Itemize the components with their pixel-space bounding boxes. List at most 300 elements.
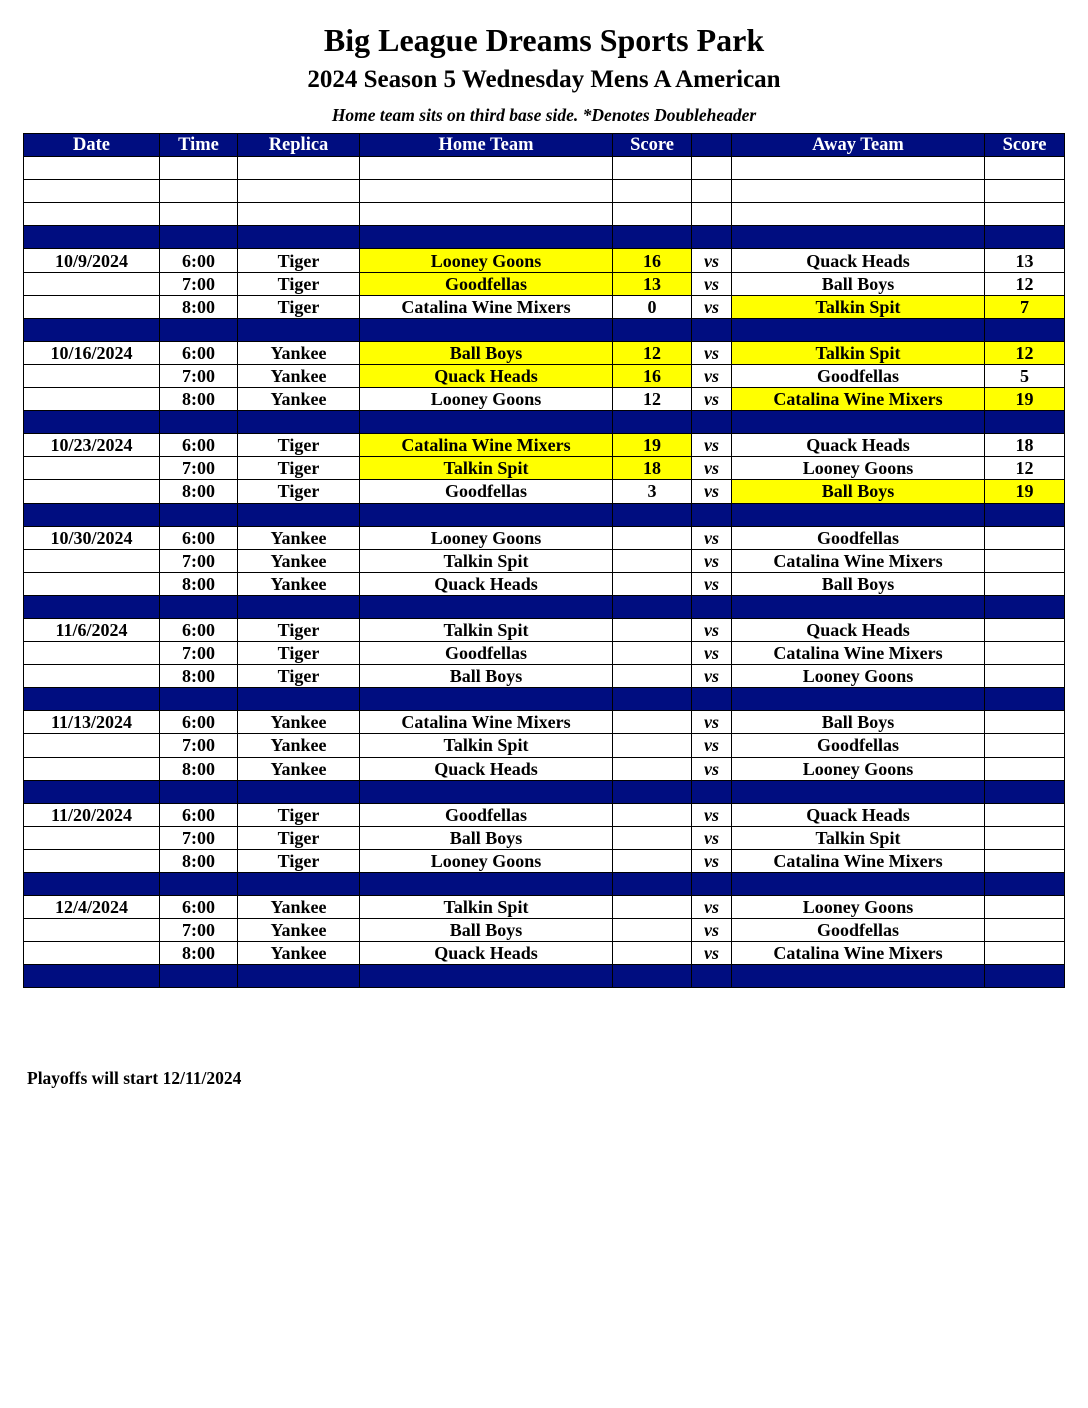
time-cell: 8:00 xyxy=(160,295,238,318)
home-team-cell: Quack Heads xyxy=(360,572,613,595)
game-row xyxy=(24,341,1065,364)
replica-cell: Tiger xyxy=(238,295,360,318)
home-score-cell xyxy=(613,549,692,572)
game-row xyxy=(24,572,1065,595)
header-row xyxy=(24,134,1065,157)
empty-cell xyxy=(985,318,1065,341)
date-cell: 11/13/2024 xyxy=(24,711,160,734)
home-team-cell: Talkin Spit xyxy=(360,896,613,919)
date-cell xyxy=(24,826,160,849)
time-cell: 6:00 xyxy=(160,526,238,549)
away-team-cell: Ball Boys xyxy=(732,480,985,503)
game-row xyxy=(24,434,1065,457)
home-score-cell: 0 xyxy=(613,295,692,318)
empty-cell xyxy=(613,595,692,618)
vs-cell: vs xyxy=(692,526,732,549)
home-team-note: Home team sits on third base side. *Denotes Doubleheader xyxy=(331,105,757,125)
away-team-cell: Looney Goons xyxy=(732,896,985,919)
game-row xyxy=(24,711,1065,734)
game-row xyxy=(24,942,1065,965)
empty-cell xyxy=(24,780,160,803)
away-team-cell: Ball Boys xyxy=(732,711,985,734)
replica-cell: Yankee xyxy=(238,734,360,757)
vs-cell: vs xyxy=(692,849,732,872)
empty-cell xyxy=(360,780,613,803)
empty-cell xyxy=(613,226,692,249)
replica-cell: Tiger xyxy=(238,457,360,480)
date-cell xyxy=(24,919,160,942)
replica-cell: Yankee xyxy=(238,896,360,919)
vs-cell: vs xyxy=(692,572,732,595)
home-score-cell xyxy=(613,572,692,595)
away-score-cell xyxy=(985,803,1065,826)
away-score-cell xyxy=(985,757,1065,780)
replica-cell: Yankee xyxy=(238,942,360,965)
empty-cell xyxy=(985,503,1065,526)
away-team-cell: Quack Heads xyxy=(732,803,985,826)
empty-cell xyxy=(160,873,238,896)
empty-cell xyxy=(732,688,985,711)
week-separator xyxy=(24,688,1065,711)
home-team-cell: Looney Goons xyxy=(360,388,613,411)
empty-cell xyxy=(692,226,732,249)
empty-cell xyxy=(732,595,985,618)
game-row xyxy=(24,826,1065,849)
empty-cell xyxy=(985,780,1065,803)
empty-cell xyxy=(24,318,160,341)
date-cell xyxy=(24,642,160,665)
vs-cell: vs xyxy=(692,642,732,665)
game-row xyxy=(24,849,1065,872)
empty-cell xyxy=(613,873,692,896)
vs-cell: vs xyxy=(692,434,732,457)
home-score-cell: 16 xyxy=(613,249,692,272)
game-row xyxy=(24,919,1065,942)
week-separator xyxy=(24,411,1065,434)
away-score-cell xyxy=(985,642,1065,665)
home-score-cell xyxy=(613,942,692,965)
empty-cell xyxy=(732,203,985,226)
vs-cell: vs xyxy=(692,734,732,757)
date-cell xyxy=(24,364,160,387)
time-cell: 7:00 xyxy=(160,364,238,387)
week-separator xyxy=(24,873,1065,896)
col-header-date: Date xyxy=(24,134,160,157)
empty-cell xyxy=(238,318,360,341)
away-team-cell: Looney Goons xyxy=(732,457,985,480)
date-cell xyxy=(24,665,160,688)
away-team-cell: Catalina Wine Mixers xyxy=(732,549,985,572)
date-cell xyxy=(24,295,160,318)
away-score-cell xyxy=(985,572,1065,595)
away-team-cell: Quack Heads xyxy=(732,434,985,457)
empty-cell xyxy=(160,503,238,526)
away-score-cell xyxy=(985,942,1065,965)
empty-cell xyxy=(732,503,985,526)
time-cell: 8:00 xyxy=(160,665,238,688)
vs-cell: vs xyxy=(692,388,732,411)
home-score-cell xyxy=(613,642,692,665)
replica-cell: Yankee xyxy=(238,572,360,595)
home-team-cell: Looney Goons xyxy=(360,249,613,272)
playoffs-note: Playoffs will start 12/11/2024 xyxy=(27,1068,242,1088)
empty-cell xyxy=(985,965,1065,988)
empty-cell xyxy=(732,226,985,249)
col-header-replica: Replica xyxy=(238,134,360,157)
empty-cell xyxy=(360,688,613,711)
date-cell xyxy=(24,734,160,757)
empty-cell xyxy=(732,411,985,434)
replica-cell: Tiger xyxy=(238,249,360,272)
away-score-cell xyxy=(985,826,1065,849)
empty-cell xyxy=(360,873,613,896)
empty-cell xyxy=(732,965,985,988)
game-row xyxy=(24,388,1065,411)
away-score-cell: 19 xyxy=(985,388,1065,411)
time-cell: 7:00 xyxy=(160,457,238,480)
time-cell: 7:00 xyxy=(160,734,238,757)
home-score-cell: 12 xyxy=(613,341,692,364)
replica-cell: Tiger xyxy=(238,803,360,826)
empty-cell xyxy=(692,688,732,711)
game-row xyxy=(24,757,1065,780)
empty-cell xyxy=(238,780,360,803)
time-cell: 6:00 xyxy=(160,434,238,457)
away-score-cell: 19 xyxy=(985,480,1065,503)
empty-cell xyxy=(985,180,1065,203)
home-score-cell xyxy=(613,665,692,688)
vs-cell: vs xyxy=(692,665,732,688)
empty-cell xyxy=(160,180,238,203)
empty-cell xyxy=(692,203,732,226)
replica-cell: Tiger xyxy=(238,826,360,849)
empty-cell xyxy=(238,965,360,988)
date-cell: 10/30/2024 xyxy=(24,526,160,549)
game-row xyxy=(24,642,1065,665)
empty-cell xyxy=(238,157,360,180)
game-row xyxy=(24,734,1065,757)
empty-cell xyxy=(360,318,613,341)
vs-cell: vs xyxy=(692,896,732,919)
away-team-cell: Looney Goons xyxy=(732,665,985,688)
game-row xyxy=(24,526,1065,549)
page-title: Big League Dreams Sports Park xyxy=(323,22,765,58)
empty-cell xyxy=(24,965,160,988)
empty-cell xyxy=(613,411,692,434)
empty-cell xyxy=(160,318,238,341)
empty-cell xyxy=(238,595,360,618)
away-score-cell: 13 xyxy=(985,249,1065,272)
vs-cell: vs xyxy=(692,618,732,641)
home-score-cell xyxy=(613,896,692,919)
home-team-cell: Looney Goons xyxy=(360,526,613,549)
schedule-table xyxy=(23,133,1065,988)
home-score-cell xyxy=(613,618,692,641)
away-score-cell xyxy=(985,526,1065,549)
away-team-cell: Catalina Wine Mixers xyxy=(732,942,985,965)
date-cell xyxy=(24,849,160,872)
time-cell: 7:00 xyxy=(160,272,238,295)
game-row xyxy=(24,364,1065,387)
empty-cell xyxy=(24,595,160,618)
home-score-cell xyxy=(613,757,692,780)
empty-cell xyxy=(360,595,613,618)
vs-cell: vs xyxy=(692,549,732,572)
empty-cell xyxy=(24,873,160,896)
home-score-cell xyxy=(613,526,692,549)
empty-cell xyxy=(692,873,732,896)
replica-cell: Tiger xyxy=(238,272,360,295)
date-cell xyxy=(24,757,160,780)
game-row xyxy=(24,896,1065,919)
home-team-cell: Goodfellas xyxy=(360,272,613,295)
replica-cell: Yankee xyxy=(238,388,360,411)
replica-cell: Yankee xyxy=(238,919,360,942)
week-separator xyxy=(24,780,1065,803)
replica-cell: Tiger xyxy=(238,849,360,872)
home-team-cell: Goodfellas xyxy=(360,803,613,826)
away-score-cell xyxy=(985,849,1065,872)
vs-cell: vs xyxy=(692,364,732,387)
empty-cell xyxy=(24,180,160,203)
empty-cell xyxy=(985,688,1065,711)
blank-row xyxy=(24,203,1065,226)
home-team-cell: Goodfellas xyxy=(360,480,613,503)
empty-cell xyxy=(360,157,613,180)
replica-cell: Yankee xyxy=(238,757,360,780)
empty-cell xyxy=(692,965,732,988)
empty-cell xyxy=(692,180,732,203)
home-team-cell: Talkin Spit xyxy=(360,457,613,480)
game-row xyxy=(24,457,1065,480)
empty-cell xyxy=(613,688,692,711)
vs-cell: vs xyxy=(692,457,732,480)
date-cell xyxy=(24,457,160,480)
away-score-cell: 5 xyxy=(985,364,1065,387)
home-team-cell: Ball Boys xyxy=(360,341,613,364)
replica-cell: Yankee xyxy=(238,549,360,572)
empty-cell xyxy=(692,157,732,180)
empty-cell xyxy=(732,318,985,341)
time-cell: 6:00 xyxy=(160,896,238,919)
empty-cell xyxy=(732,180,985,203)
replica-cell: Tiger xyxy=(238,480,360,503)
game-row xyxy=(24,295,1065,318)
replica-cell: Yankee xyxy=(238,364,360,387)
col-header-home-score: Score xyxy=(613,134,692,157)
home-score-cell xyxy=(613,734,692,757)
vs-cell: vs xyxy=(692,249,732,272)
replica-cell: Yankee xyxy=(238,341,360,364)
home-team-cell: Catalina Wine Mixers xyxy=(360,711,613,734)
game-row xyxy=(24,480,1065,503)
game-row xyxy=(24,549,1065,572)
empty-cell xyxy=(985,226,1065,249)
empty-cell xyxy=(160,411,238,434)
empty-cell xyxy=(692,503,732,526)
time-cell: 8:00 xyxy=(160,572,238,595)
replica-cell: Tiger xyxy=(238,665,360,688)
date-cell: 10/23/2024 xyxy=(24,434,160,457)
col-header-away-team: Away Team xyxy=(732,134,985,157)
away-score-cell: 18 xyxy=(985,434,1065,457)
away-score-cell xyxy=(985,919,1065,942)
away-team-cell: Quack Heads xyxy=(732,249,985,272)
away-team-cell: Ball Boys xyxy=(732,272,985,295)
empty-cell xyxy=(238,180,360,203)
home-score-cell xyxy=(613,919,692,942)
vs-cell: vs xyxy=(692,919,732,942)
home-score-cell: 12 xyxy=(613,388,692,411)
empty-cell xyxy=(24,688,160,711)
replica-cell: Yankee xyxy=(238,526,360,549)
game-row xyxy=(24,618,1065,641)
away-score-cell xyxy=(985,665,1065,688)
home-team-cell: Ball Boys xyxy=(360,919,613,942)
replica-cell: Tiger xyxy=(238,434,360,457)
home-score-cell: 19 xyxy=(613,434,692,457)
home-team-cell: Talkin Spit xyxy=(360,549,613,572)
empty-cell xyxy=(238,411,360,434)
away-team-cell: Looney Goons xyxy=(732,757,985,780)
away-team-cell: Talkin Spit xyxy=(732,341,985,364)
away-team-cell: Goodfellas xyxy=(732,919,985,942)
away-team-cell: Catalina Wine Mixers xyxy=(732,849,985,872)
empty-cell xyxy=(160,780,238,803)
empty-cell xyxy=(160,965,238,988)
col-header-time: Time xyxy=(160,134,238,157)
empty-cell xyxy=(613,780,692,803)
away-score-cell: 12 xyxy=(985,341,1065,364)
empty-cell xyxy=(360,965,613,988)
replica-cell: Tiger xyxy=(238,618,360,641)
empty-cell xyxy=(360,203,613,226)
vs-cell: vs xyxy=(692,295,732,318)
vs-cell: vs xyxy=(692,942,732,965)
away-team-cell: Goodfellas xyxy=(732,364,985,387)
away-team-cell: Quack Heads xyxy=(732,618,985,641)
empty-cell xyxy=(613,965,692,988)
away-team-cell: Catalina Wine Mixers xyxy=(732,642,985,665)
home-team-cell: Ball Boys xyxy=(360,826,613,849)
date-cell xyxy=(24,572,160,595)
empty-cell xyxy=(360,503,613,526)
date-cell: 10/16/2024 xyxy=(24,341,160,364)
home-team-cell: Looney Goons xyxy=(360,849,613,872)
date-cell: 10/9/2024 xyxy=(24,249,160,272)
home-team-cell: Quack Heads xyxy=(360,942,613,965)
empty-cell xyxy=(613,157,692,180)
vs-cell: vs xyxy=(692,711,732,734)
col-header-away-score: Score xyxy=(985,134,1065,157)
time-cell: 6:00 xyxy=(160,803,238,826)
empty-cell xyxy=(732,157,985,180)
empty-cell xyxy=(238,503,360,526)
time-cell: 8:00 xyxy=(160,757,238,780)
empty-cell xyxy=(985,157,1065,180)
away-score-cell: 12 xyxy=(985,457,1065,480)
date-cell xyxy=(24,942,160,965)
game-row xyxy=(24,272,1065,295)
date-cell xyxy=(24,480,160,503)
week-separator xyxy=(24,503,1065,526)
away-score-cell xyxy=(985,896,1065,919)
col-header-vs xyxy=(692,134,732,157)
home-score-cell: 16 xyxy=(613,364,692,387)
empty-cell xyxy=(692,780,732,803)
away-team-cell: Goodfellas xyxy=(732,526,985,549)
time-cell: 8:00 xyxy=(160,849,238,872)
away-score-cell xyxy=(985,711,1065,734)
week-separator xyxy=(24,595,1065,618)
home-score-cell: 3 xyxy=(613,480,692,503)
game-row xyxy=(24,249,1065,272)
time-cell: 8:00 xyxy=(160,480,238,503)
empty-cell xyxy=(613,203,692,226)
empty-cell xyxy=(985,203,1065,226)
date-cell: 11/6/2024 xyxy=(24,618,160,641)
blank-row xyxy=(24,180,1065,203)
empty-cell xyxy=(732,873,985,896)
home-score-cell xyxy=(613,849,692,872)
empty-cell xyxy=(238,226,360,249)
time-cell: 6:00 xyxy=(160,711,238,734)
vs-cell: vs xyxy=(692,341,732,364)
empty-cell xyxy=(160,157,238,180)
away-score-cell: 12 xyxy=(985,272,1065,295)
time-cell: 6:00 xyxy=(160,341,238,364)
empty-cell xyxy=(732,780,985,803)
empty-cell xyxy=(24,226,160,249)
empty-cell xyxy=(613,180,692,203)
date-cell: 12/4/2024 xyxy=(24,896,160,919)
empty-cell xyxy=(160,595,238,618)
away-score-cell: 7 xyxy=(985,295,1065,318)
empty-cell xyxy=(613,503,692,526)
empty-cell xyxy=(24,203,160,226)
home-score-cell: 18 xyxy=(613,457,692,480)
empty-cell xyxy=(24,157,160,180)
away-score-cell xyxy=(985,734,1065,757)
vs-cell: vs xyxy=(692,757,732,780)
schedule-body xyxy=(24,157,1065,988)
col-header-home-team: Home Team xyxy=(360,134,613,157)
time-cell: 7:00 xyxy=(160,549,238,572)
home-team-cell: Talkin Spit xyxy=(360,734,613,757)
time-cell: 7:00 xyxy=(160,826,238,849)
away-team-cell: Catalina Wine Mixers xyxy=(732,388,985,411)
empty-cell xyxy=(692,595,732,618)
home-score-cell xyxy=(613,826,692,849)
home-team-cell: Talkin Spit xyxy=(360,618,613,641)
date-cell xyxy=(24,272,160,295)
vs-cell: vs xyxy=(692,803,732,826)
empty-cell xyxy=(360,411,613,434)
game-row xyxy=(24,665,1065,688)
time-cell: 8:00 xyxy=(160,942,238,965)
away-score-cell xyxy=(985,549,1065,572)
time-cell: 8:00 xyxy=(160,388,238,411)
week-separator xyxy=(24,318,1065,341)
home-team-cell: Quack Heads xyxy=(360,757,613,780)
away-team-cell: Talkin Spit xyxy=(732,826,985,849)
page-subtitle: 2024 Season 5 Wednesday Mens A American xyxy=(307,66,781,93)
home-score-cell xyxy=(613,803,692,826)
replica-cell: Yankee xyxy=(238,711,360,734)
away-team-cell: Ball Boys xyxy=(732,572,985,595)
empty-cell xyxy=(360,180,613,203)
empty-cell xyxy=(238,203,360,226)
